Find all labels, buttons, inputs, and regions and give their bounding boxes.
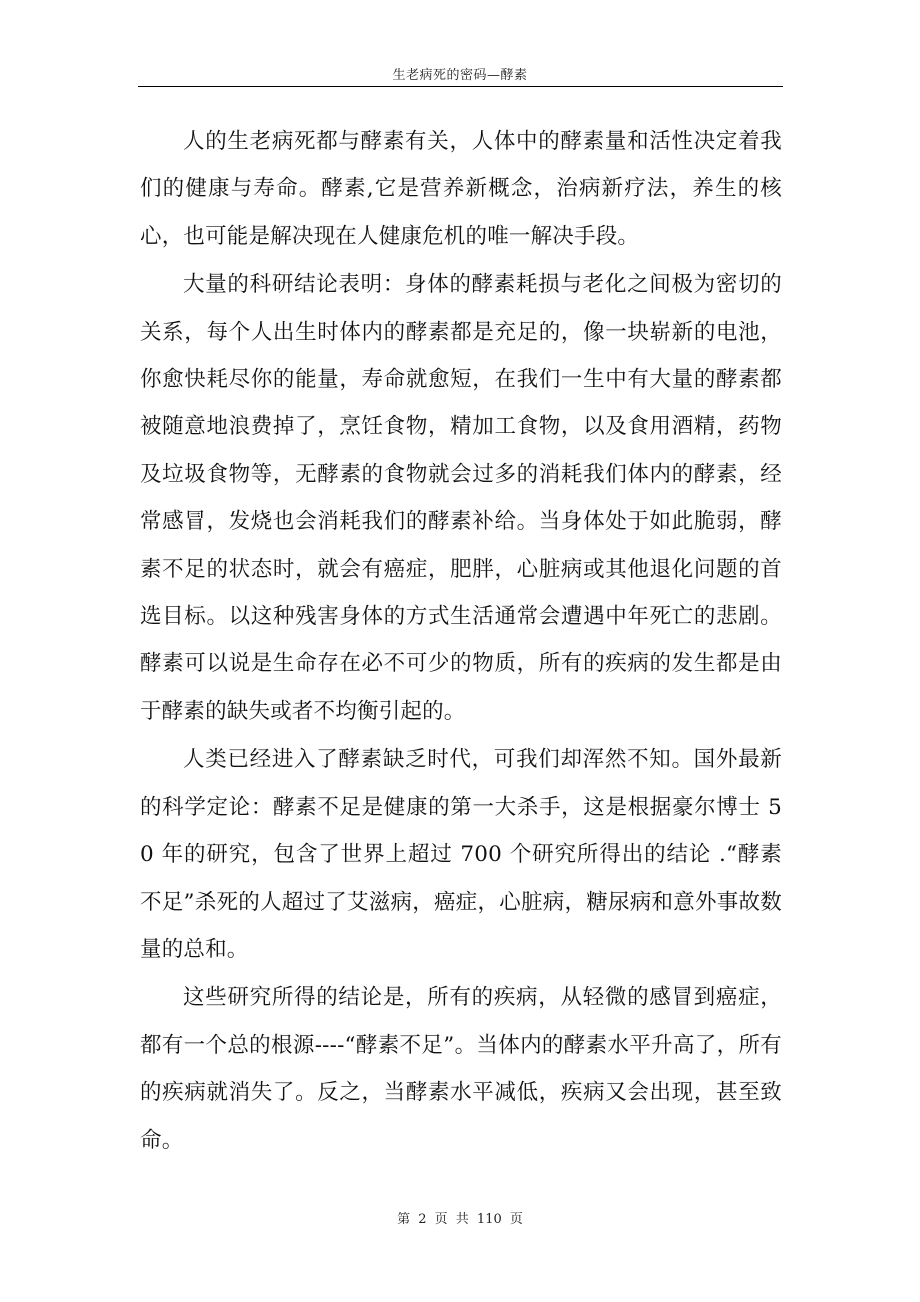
page-number-footer: 第 2 页 共 110 页 [397, 1212, 523, 1227]
paragraph-2: 大量的科研结论表明：身体的酵素耗损与老化之间极为密切的关系，每个人出生时体内的酵素都是充足的，像一块崭新的电池，你愈快耗尽你的能量，寿命就愈短，在我们一生中有大量的酵素都被随意地浪费掉了，烹饪食物，精加工食物，以及食用酒精，药物及垃圾食物等，无酵素的食物就会过多的消耗我们体内的酵素，经常感冒，发烧也会消耗我们的酵素补给。当身体处于如此脆弱，酵素不足的状态时，就会有癌症，肥胖，心脏病或其他退化问题的首选目标。以这种残害身体的方式生活通常会遭遇中年死亡的悲剧。酵素可以说是生命存在必不可少的物质，所有的疾病的发生都是由于酵素的缺失或者不均衡引起的。 [140, 272, 782, 724]
document-body [140, 118, 782, 1165]
running-header-title: 生老病死的密码—酵素 [392, 68, 528, 83]
paragraph-3: 人类已经进入了酵素缺乏时代，可我们却浑然不知。国外最新的科学定论：酵素不足是健康的第一大杀手，这是根据豪尔博士 50 年的研究，包含了世界上超过 700 个研究所得出的结论 .“酵素不足”杀死的人超过了艾滋病，癌症，心脏病，糖尿病和意外事故数量的总和。 [140, 747, 782, 962]
header-divider [138, 86, 783, 87]
paragraph-1: 人的生老病死都与酵素有关，人体中的酵素量和活性决定着我们的健康与寿命。酵素,它是营养新概念，治病新疗法，养生的核心，也可能是解决现在人健康危机的唯一解决手段。 [140, 129, 782, 249]
paragraph-4: 这些研究所得的结论是，所有的疾病，从轻微的感冒到癌症，都有一个总的根源----“酵素不足”。当体内的酵素水平升高了，所有的疾病就消失了。反之，当酵素水平减低，疾病又会出现，甚至致命。 [140, 985, 782, 1153]
